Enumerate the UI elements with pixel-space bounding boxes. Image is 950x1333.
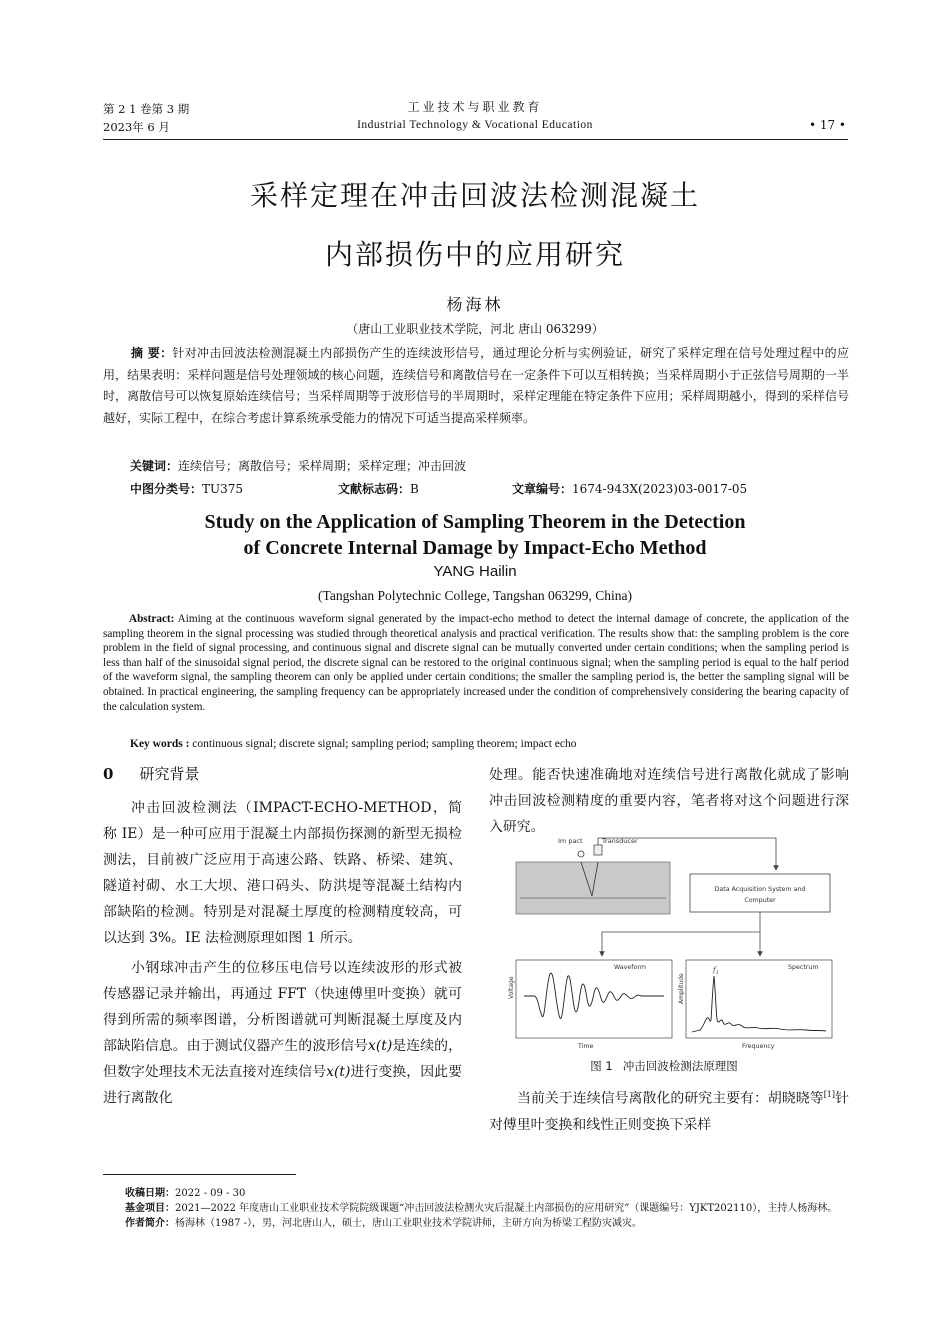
volume-issue: 第 2 1 卷第 3 期 [103,102,190,116]
doc-code [338,480,419,497]
abstract-cn-text: 针对冲击回波法检测混凝土内部损伤产生的连续波形信号，通过理论分析与实例验证，研究了采样定理在信号处理过程中的应用，结果表明：采样问题是信号处理领域的核心问题，连续信号和离散信号在一定条件下可以互相转换；当采样周期小于正弦信号周期的一半时，离散信号可以恢复原始连续信号；当采样周期等于波形信号的半周期时，采样定理能在特定条件下应用；采样周期越小，得到的采样信号越好，实际工程中，在综合考虑计算系统承受能力的情况下可适当提高采样频率。 [103,346,849,425]
footnote-received [103,1186,849,1201]
figure-1-caption [489,1058,849,1074]
keywords-cn-label: 关键词： [130,459,179,473]
math-var-xt-2: x(t) [326,1064,351,1080]
abstract-en-text: Aiming at the continuous waveform signal generated by the impact-echo method to detect the internal damage of concrete, the application of the sampling theorem in the signal processing was studied through theoretical analysis and practical verification. The results show that: the sampling problem is the core problem in the field of signal processing, and continuous signal and discrete signal can be mutually converted under certain conditions; when the sampling period is less than half of the sinusoidal signal period, the discrete signal can be restored to the original continuous signal; when the sampling period is equal to the half period of the waveform signal, the sampling theorem can only be applied under certain conditions; the smaller the sampling period is, the better the sampling signal will be obtained. In practical engineering, the sampling frequency can be appropriately increased under the condition of comprehensively considering the bearing capacity of the calculation system. [103,613,849,713]
figure-caption-text: 冲击回波检测法原理图 [622,1059,738,1073]
fund-label: 基金项目： [125,1203,175,1214]
daq-label-line-2: Computer [744,897,776,904]
figure-1-diagram [506,834,844,1052]
abstract-en [103,612,849,714]
body-paragraph-2-part-a: 小钢球冲击产生的位移压电信号以连续波形的形式被传感器记录并输出，再通过 FFT（快速傅里叶变换）就可得到所需的频率图谱，分析图谱就可判断混凝土厚度及内部缺陷信息。由于测试仪器产生的波形信号 [103,960,462,1054]
body-right-column-bottom [489,1082,849,1138]
page-number: • 17 • [808,118,846,132]
keywords-cn-text: 连续信号；离散信号；采样周期；采样定理；冲击回波 [178,459,467,473]
label-impact: Im pact [558,837,583,845]
english-title-line-1: Study on the Application of Sampling Theorem in the Detection [204,511,746,533]
journal-name [0,98,950,134]
body-right-column-top [489,762,849,840]
math-var-xt: x(t) [367,1038,393,1054]
clc-value: TU375 [202,482,244,496]
waveform-panel [516,960,672,1038]
fund-text: 2021—2022 年度唐山工业职业技术学院院级课题“冲击回波法检测火灾后混凝土内部损伤的应用研究”（课题编号：YJKT202110），主持人杨海林。 [175,1203,838,1214]
waveform-title: Waveform [614,964,646,971]
frequency-axis-label: Frequency [742,1043,775,1050]
transducer-icon [594,845,602,855]
keywords-en-text: continuous signal; discrete signal; sampling period; sampling theorem; impact echo [189,738,577,750]
impact-ball-icon [578,851,584,857]
time-axis-label: Time [578,1043,594,1050]
abstract-cn [103,343,849,429]
doc-code-value: B [410,482,419,496]
body-paragraph-2-part-b: 是连续的，但数字处理技术无法直接对连续信号 [103,1038,462,1080]
body-paragraph-3: 处理。能否快速准确地对连续信号进行离散化就成了影响冲击回波检测精度的重要内容，笔者将对这个问题进行深入研究。 [489,767,849,835]
daq-box [690,874,830,912]
concrete-slab [516,862,670,914]
abstract-en-label: Abstract: [129,613,175,625]
daq-label-line-1: Data Acquisition System and [714,886,806,893]
article-number [512,480,747,497]
received-label: 收稿日期： [125,1188,175,1199]
keywords-cn [130,457,466,474]
received-date: 2022 - 09 - 30 [175,1188,246,1199]
paper-title-line-1: 采样定理在冲击回波法检测混凝土 [249,179,700,212]
issue-date: 2023年 6 月 [103,120,170,134]
body-left-column [103,795,462,1115]
section-title: 研究背景 [139,765,200,783]
clc-number [130,480,243,497]
abstract-cn-label: 摘 要： [131,346,173,360]
spectrum-panel [686,960,832,1038]
spectrum-title: Spectrum [788,964,819,971]
header-rule [103,139,848,140]
f1-label-main: f [713,966,716,974]
author-bio-text: 杨海林（1987 -），男，河北唐山人，硕士，唐山工业职业技术学院讲师，主研方向为桥梁工程防灾减灾。 [175,1218,643,1229]
affiliation-cn: （唐山工业职业技术学院，河北 唐山 063299） [346,322,604,336]
doc-code-label: 文献标志码： [338,482,411,496]
branch-to-waveform [602,912,760,956]
amplitude-axis-label: Amplitude [678,973,685,1004]
affiliation-en: (Tangshan Polytechnic College, Tangshan 063299, China) [318,588,632,603]
body-paragraph-4 [489,1082,849,1138]
clc-label: 中图分类号： [130,482,203,496]
reference-1[interactable]: [1] [823,1090,836,1099]
body-paragraph-2 [103,955,462,1111]
voltage-axis-label: Voltage [508,976,515,999]
journal-name-en: Industrial Technology & Vocational Education [357,119,593,131]
keywords-en [130,738,577,750]
section-heading [103,763,199,784]
f1-label-sub: 1 [715,970,719,976]
author-cn: 杨海林 [446,295,504,314]
footnotes [103,1186,849,1231]
body-paragraph-4-part-a: 当前关于连续信号离散化的研究主要有：胡晓晓等 [517,1090,824,1107]
author-en: YANG Hailin [433,563,517,580]
footnote-rule [103,1174,296,1175]
body-paragraph-4-part-b: 针对傅里叶变换和线性正则变换下采样 [489,1090,849,1133]
label-transducer: Transducer [602,837,638,845]
article-number-label: 文章编号： [512,482,573,496]
journal-name-cn: 工业技术与职业教育 [407,100,543,114]
article-number-value: 1674-943X(2023)03-0017-05 [572,482,748,496]
figure-caption-number: 图 1 [590,1059,613,1073]
body-paragraph-1: 冲击回波检测法（IMPACT-ECHO-METHOD，简称 IE）是一种可应用于混凝土内部损伤探测的新型无损检测法，目前被广泛应用于高速公路、铁路、桥梁、建筑、隧道衬砌、水工大坝、港口码头、防洪堤等混凝土结构内部缺陷的检测。特别是对混凝土厚度的检测精度较高，可以达到 3%。IE 法检测原理如图 1 所示。 [103,800,462,946]
section-number: 0 [103,765,114,783]
english-title-line-2: of Concrete Internal Damage by Impact-Echo Method [243,537,707,559]
footnote-author [103,1216,849,1231]
paper-title-line-2: 内部损伤中的应用研究 [324,238,625,271]
body-paragraph-2-part-c: 进行变换，因此要进行离散化 [103,1064,462,1106]
keywords-en-label: Key words : [130,738,190,750]
footnote-fund [103,1201,849,1216]
author-bio-label: 作者简介： [125,1218,175,1229]
